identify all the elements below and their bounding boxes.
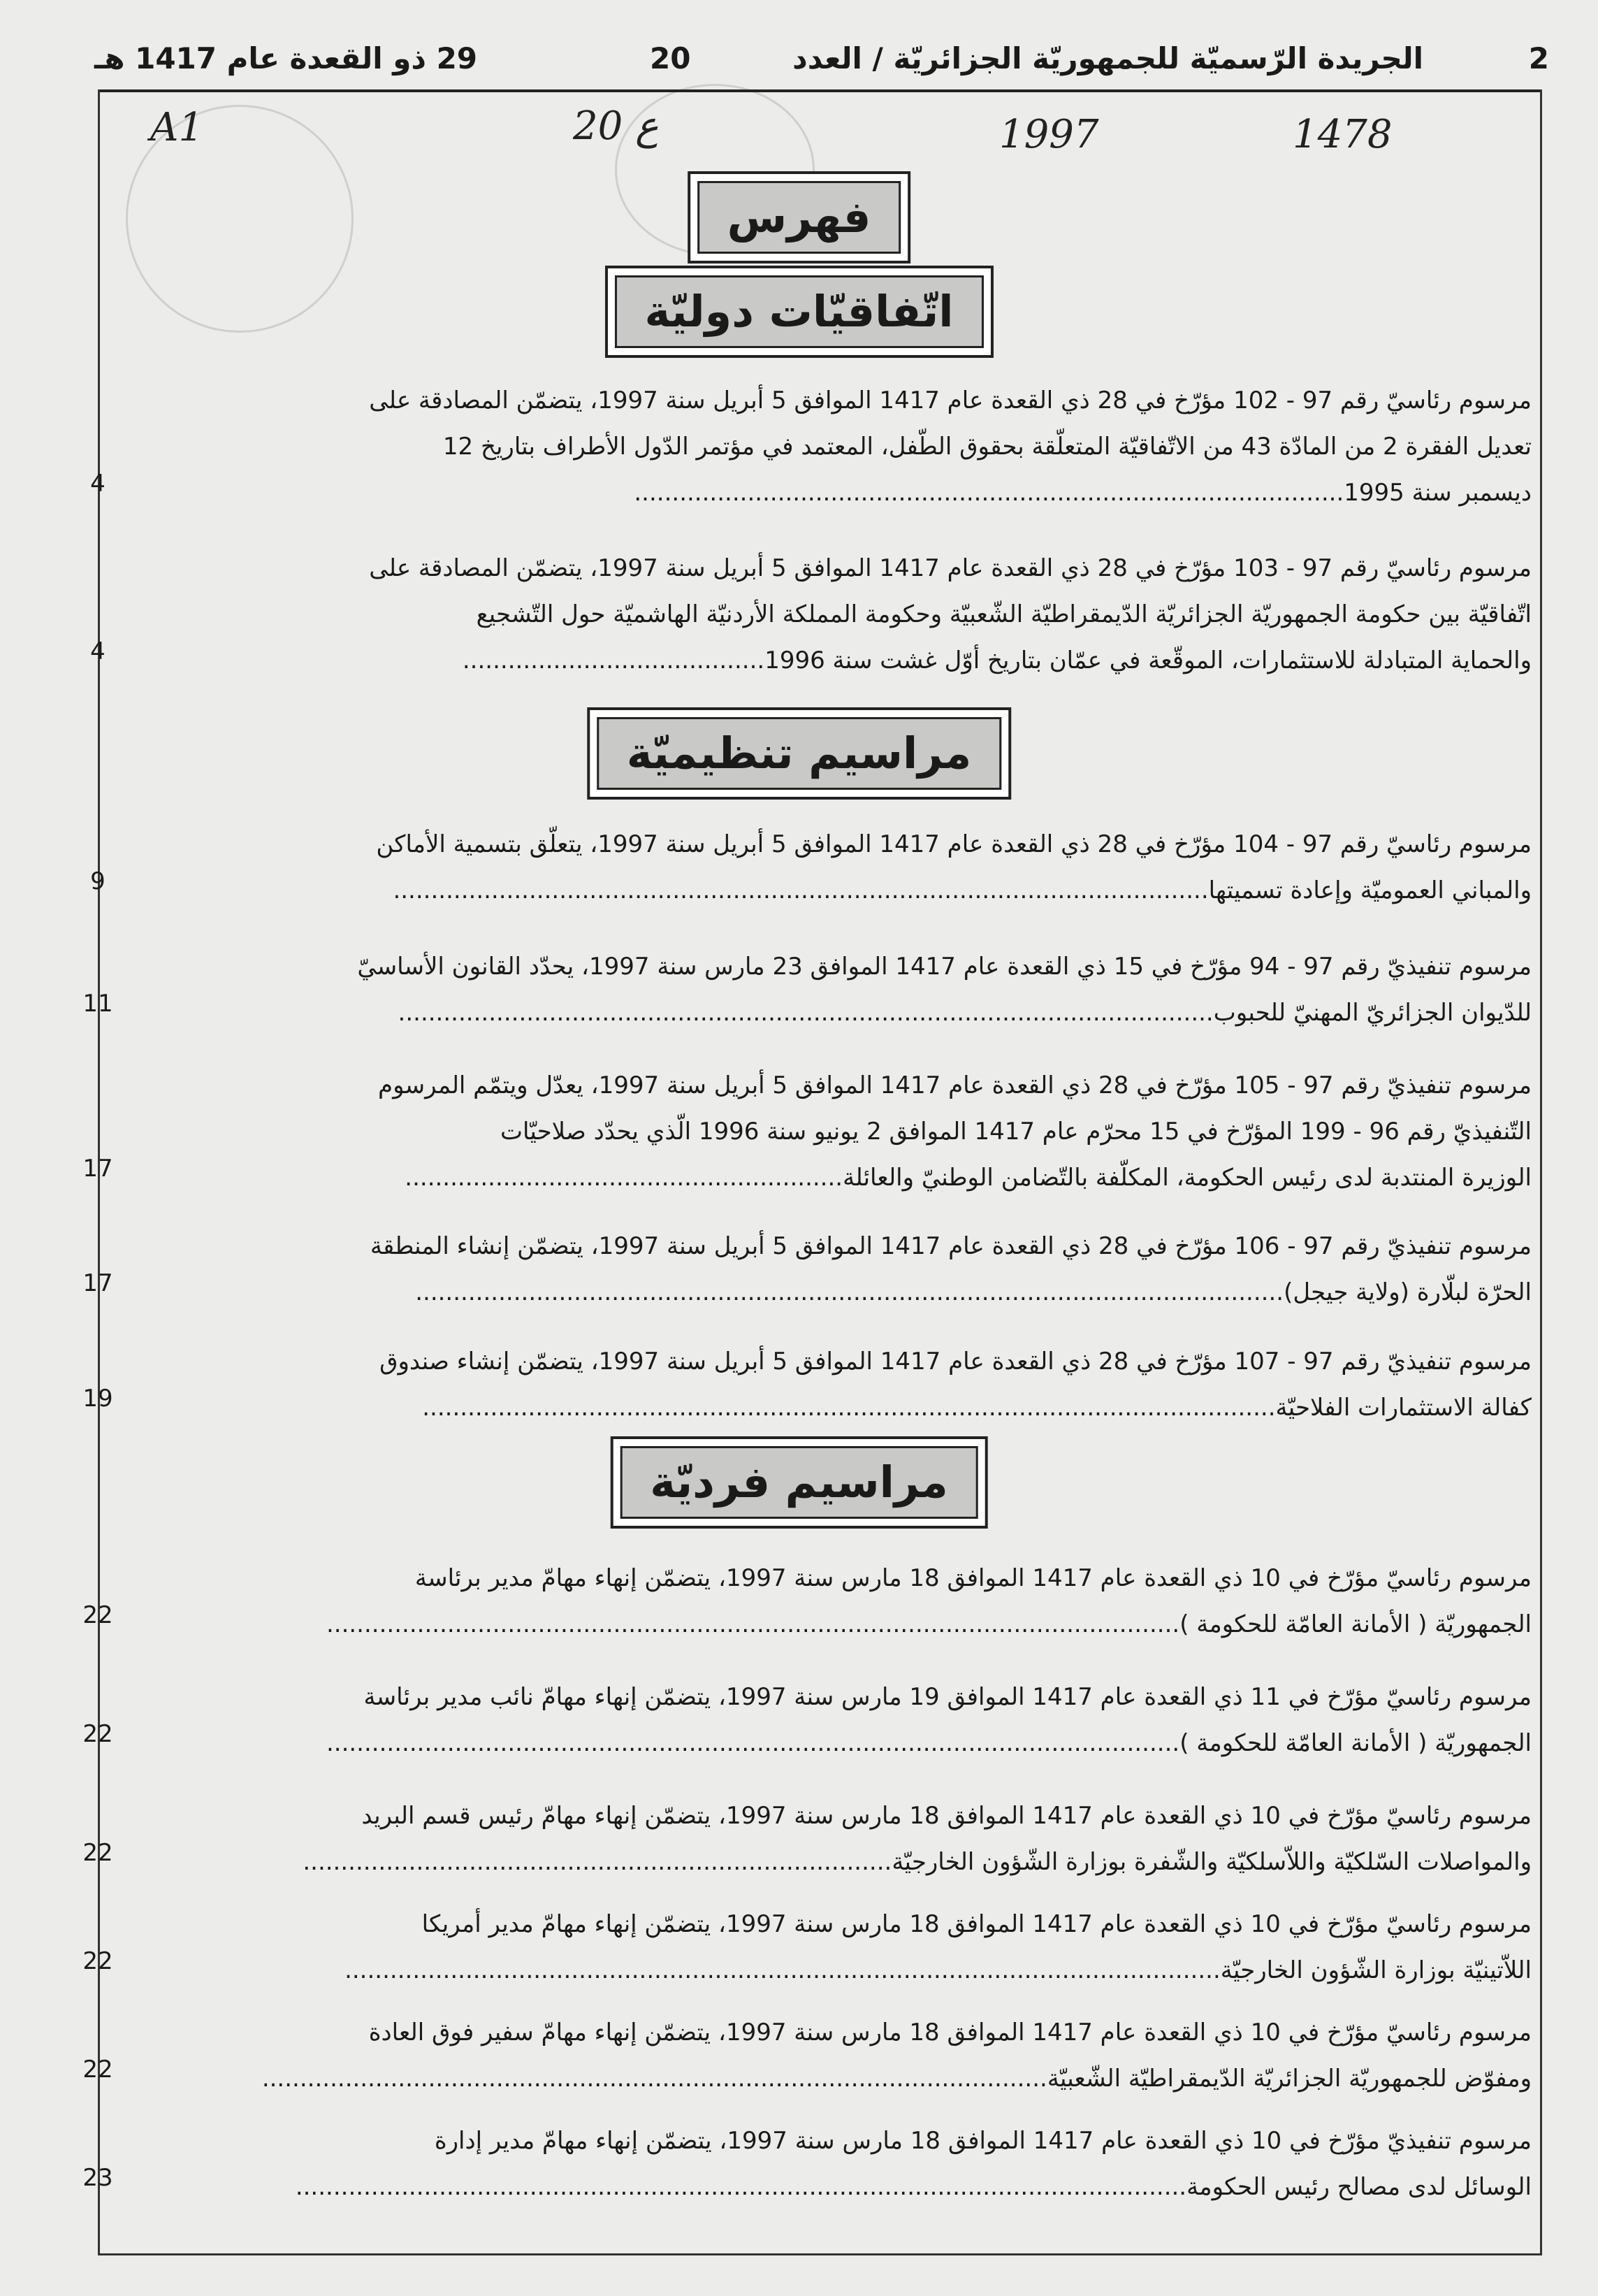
entry-line-last — [168, 2056, 1532, 2102]
entry-page-number[interactable]: 9 — [90, 867, 106, 895]
entry-line-text: والمواصلات السّلكيّة واللاّسلكيّة والشّفرة بوزارة الشّؤون الخارجيّة — [892, 1848, 1532, 1876]
section-title-regulatory-label: مراسيم تنظيميّة — [597, 717, 1001, 790]
handwritten-note-middle: ع 20 — [573, 103, 659, 149]
leader-dots: .............................................................................. — [303, 1848, 892, 1876]
entry-line: اتّفاقيّة بين حكومة الجمهوريّة الجزائريّة الدّيمقراطيّة الشّعبيّة وحكومة المملكة الأردنيّة الهاشميّة حول التّشجيع — [476, 600, 1532, 628]
entry-page-number[interactable]: 22 — [82, 1601, 113, 1629]
entry-line: مرسوم رئاسيّ مؤرّخ في 10 ذي القعدة عام 1417 الموافق 18 مارس سنة 1997، يتضمّن إنهاء مهامّ سفير فوق العادة — [368, 2019, 1532, 2046]
entry-line: مرسوم تنفيذيّ رقم 97 - 105 مؤرّخ في 28 ذي القعدة عام 1417 الموافق 5 أبريل سنة 1997، يعدّل ويتمّم المرسوم — [378, 1071, 1532, 1099]
entry-page-number[interactable]: 17 — [82, 1155, 113, 1183]
section-title-international — [604, 266, 993, 358]
entry-page-number[interactable]: 11 — [82, 990, 113, 1018]
entry-line-text: ومفوّض للجمهوريّة الجزائريّة الدّيمقراطيّة الشّعبيّة — [1047, 2065, 1532, 2093]
entry-line-text: ديسمبر سنة 1995 — [1344, 479, 1532, 507]
entry-line: مرسوم رئاسيّ رقم 97 - 104 مؤرّخ في 28 ذي القعدة عام 1417 الموافق 5 أبريل سنة 1997، يتعلّق بتسمية الأماكن — [376, 830, 1532, 858]
index-entry[interactable] — [168, 821, 1532, 914]
index-entry[interactable] — [168, 944, 1532, 1036]
entry-line-last — [168, 1601, 1532, 1647]
index-entry[interactable] — [168, 1793, 1532, 1885]
entry-line-text: الوسائل لدى مصالح رئيس الحكومة — [1186, 2173, 1532, 2201]
leader-dots: .............................................................................................. — [634, 479, 1344, 507]
entry-page-number[interactable]: 22 — [82, 1720, 113, 1748]
header-date: 29 ذو القعدة عام 1417 هـ — [94, 41, 478, 75]
entry-page-number[interactable]: 22 — [82, 1839, 113, 1867]
leader-dots: ................................................................................................................. — [326, 1729, 1180, 1757]
entry-line: مرسوم رئاسيّ مؤرّخ في 10 ذي القعدة عام 1417 الموافق 18 مارس سنة 1997، يتضمّن إنهاء مهامّ مدير أمريكا — [421, 1910, 1532, 1938]
section-title-individual — [610, 1436, 988, 1529]
entry-line-last — [168, 1155, 1532, 1201]
handwritten-note-left: A1 — [150, 105, 204, 150]
index-entry[interactable] — [168, 1338, 1532, 1431]
entry-line: مرسوم تنفيذيّ رقم 97 - 107 مؤرّخ في 28 ذي القعدة عام 1417 الموافق 5 أبريل سنة 1997، يتضمّن إنشاء صندوق — [379, 1348, 1532, 1376]
entry-line-last — [168, 1839, 1532, 1885]
entry-line: مرسوم تنفيذيّ مؤرّخ في 10 ذي القعدة عام 1417 الموافق 18 مارس سنة 1997، يتضمّن إنهاء مهامّ مدير إدارة — [434, 2127, 1532, 2155]
entry-line: مرسوم تنفيذيّ رقم 97 - 94 مؤرّخ في 15 ذي القعدة عام 1417 الموافق 23 مارس سنة 1997، يحدّد القانون الأساسيّ — [357, 953, 1532, 981]
entry-line-last — [168, 867, 1532, 914]
leader-dots: ........................................................................................................ — [261, 2065, 1047, 2093]
leader-dots: .................................................................................................................... — [344, 1956, 1221, 1984]
entry-page-number[interactable]: 22 — [82, 1947, 113, 1975]
entry-line-last — [168, 990, 1532, 1036]
entry-line-text: كفالة الاستثمارات الفلاحيّة — [1275, 1394, 1532, 1422]
entry-line-last — [168, 1947, 1532, 1993]
section-title-international-label: اتّفاقيّات دوليّة — [614, 275, 983, 348]
section-title-individual-label: مراسيم فرديّة — [620, 1446, 978, 1519]
index-title-box — [688, 171, 911, 263]
entry-line-last — [168, 1385, 1532, 1431]
handwritten-note-right: 1478 — [1293, 112, 1393, 157]
entry-line: مرسوم رئاسيّ مؤرّخ في 10 ذي القعدة عام 1417 الموافق 18 مارس سنة 1997، يتضمّن إنهاء مهامّ مدير برئاسة — [414, 1564, 1532, 1592]
entry-line-last — [168, 637, 1532, 684]
entry-line-last — [168, 1269, 1532, 1315]
leader-dots: ........................................ — [462, 647, 765, 674]
entry-page-number[interactable]: 4 — [90, 470, 106, 498]
leader-dots: ............................................................................................................ — [398, 999, 1214, 1027]
index-entry[interactable] — [168, 1555, 1532, 1647]
entry-line: التّنفيذيّ رقم 96 - 199 المؤرّخ في 15 محرّم عام 1417 الموافق 2 يونيو سنة 1996 الّذي يحدّد صلاحيّات — [500, 1118, 1532, 1146]
entry-page-number[interactable]: 23 — [82, 2164, 113, 2192]
index-entry[interactable] — [168, 545, 1532, 684]
index-entry[interactable] — [168, 1062, 1532, 1201]
leader-dots: ...................................................................................................................... — [295, 2173, 1187, 2201]
handwritten-note-year: 1997 — [999, 112, 1099, 157]
entry-line-text: الحرّة لبلّارة (ولاية جيجل) — [1284, 1278, 1532, 1306]
index-entry[interactable] — [168, 2009, 1532, 2102]
header-issue-number: 20 — [650, 41, 691, 75]
index-entry[interactable] — [168, 1674, 1532, 1766]
entry-line-text: والحماية المتبادلة للاستثمارات، الموقّعة في عمّان بتاريخ أوّل غشت سنة 1996 — [764, 647, 1532, 674]
entry-line-text: والمباني العموميّة وإعادة تسميتها — [1208, 876, 1532, 904]
entry-line-text: الجمهوريّة ( الأمانة العامّة للحكومة ) — [1179, 1729, 1532, 1757]
section-title-regulatory — [587, 707, 1011, 800]
entry-line: مرسوم تنفيذيّ رقم 97 - 106 مؤرّخ في 28 ذي القعدة عام 1417 الموافق 5 أبريل سنة 1997، يتضمّن إنشاء المنطقة — [370, 1232, 1532, 1260]
index-entry[interactable] — [168, 2118, 1532, 2210]
entry-line-last — [168, 2164, 1532, 2210]
leader-dots: ............................................................................................................ — [393, 876, 1209, 904]
leader-dots: ................................................................................................................... — [415, 1278, 1284, 1306]
page-header — [70, 34, 1556, 82]
index-entry[interactable] — [168, 1901, 1532, 1993]
entry-line-last — [168, 470, 1532, 516]
entry-line: مرسوم رئاسيّ رقم 97 - 103 مؤرّخ في 28 ذي القعدة عام 1417 الموافق 5 أبريل سنة 1997، يتضمّن المصادقة على — [369, 554, 1532, 582]
entry-page-number[interactable]: 22 — [82, 2056, 113, 2084]
entry-line-text: الوزيرة المنتدبة لدى رئيس الحكومة، المكلّفة بالتّضامن الوطنيّ والعائلة — [843, 1164, 1532, 1192]
header-page-number: 2 — [1528, 41, 1549, 75]
entry-line-text: اللاّتينيّة بوزارة الشّؤون الخارجيّة — [1220, 1956, 1532, 1984]
leader-dots: ................................................................................................................. — [422, 1394, 1276, 1422]
leader-dots: ................................................................................................................. — [326, 1610, 1180, 1638]
header-title: الجريدة الرّسميّة للجمهوريّة الجزائريّة / العدد — [792, 41, 1423, 75]
entry-line: مرسوم رئاسيّ مؤرّخ في 10 ذي القعدة عام 1417 الموافق 18 مارس سنة 1997، يتضمّن إنهاء مهامّ رئيس قسم البريد — [361, 1802, 1532, 1830]
index-entry[interactable] — [168, 377, 1532, 516]
entry-line: مرسوم رئاسيّ رقم 97 - 102 مؤرّخ في 28 ذي القعدة عام 1417 الموافق 5 أبريل سنة 1997، يتضمّن المصادقة على — [369, 387, 1532, 414]
entry-line: مرسوم رئاسيّ مؤرّخ في 11 ذي القعدة عام 1417 الموافق 19 مارس سنة 1997، يتضمّن إنهاء مهامّ نائب مدير برئاسة — [363, 1683, 1532, 1711]
leader-dots: .......................................................... — [405, 1164, 843, 1192]
entry-line-text: للدّيوان الجزائريّ المهنيّ للحبوب — [1213, 999, 1532, 1027]
entry-line-last — [168, 1720, 1532, 1766]
index-entry[interactable] — [168, 1223, 1532, 1315]
entry-line: تعديل الفقرة 2 من المادّة 43 من الاتّفاقيّة المتعلّقة بحقوق الطّفل، المعتمد في مؤتمر الدّول الأطراف بتاريخ 12 — [442, 433, 1532, 461]
entry-line-text: الجمهوريّة ( الأمانة العامّة للحكومة ) — [1179, 1610, 1532, 1638]
index-title: فهرس — [697, 181, 901, 254]
entry-page-number[interactable]: 19 — [82, 1385, 113, 1413]
entry-page-number[interactable]: 4 — [90, 637, 106, 665]
entry-page-number[interactable]: 17 — [82, 1269, 113, 1297]
